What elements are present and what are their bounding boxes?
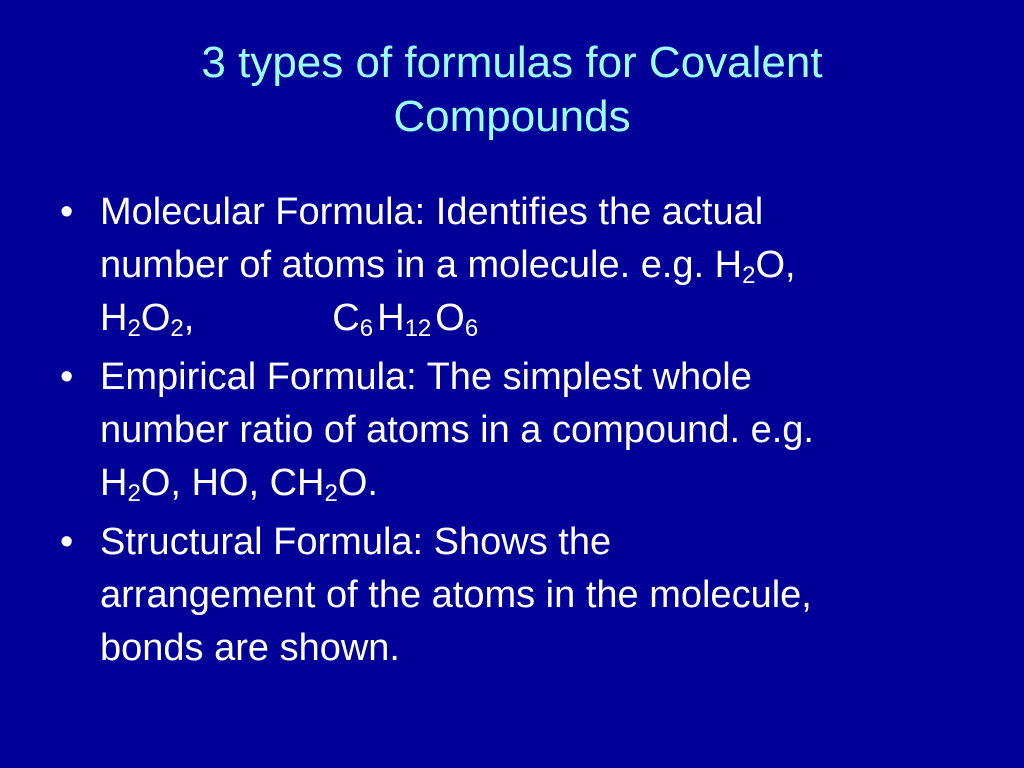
bullet-1-line-2-text: number of atoms in a molecule. e.g. H (100, 244, 743, 286)
bullet-2-line-1: Empirical Formula: The simplest whole (100, 356, 752, 398)
title-line-2: Compounds (393, 92, 631, 141)
subscript: 2 (324, 480, 338, 507)
subscript: 2 (127, 315, 141, 342)
bullet-1-line-1: Molecular Formula: Identifies the actual (100, 191, 764, 233)
slide-title (60, 36, 964, 144)
bullet-structural-formula (56, 516, 976, 675)
subscript: 6 (464, 315, 479, 342)
subscript: 2 (170, 315, 184, 342)
formula-o: O (140, 297, 171, 339)
bullet-3-line-1: Structural Formula: Shows the (100, 521, 612, 563)
formula-comma: , (183, 297, 195, 339)
subscript: 2 (127, 480, 141, 507)
formula-c: C (332, 297, 360, 339)
bullet-icon: • (60, 521, 74, 563)
bullet-2-line-2: number ratio of atoms in a compound. e.g. (100, 409, 814, 451)
bullet-icon: • (60, 356, 74, 398)
formula-h2: H (377, 297, 405, 339)
bullet-3-line-2: arrangement of the atoms in the molecule, (100, 574, 812, 616)
bullet-list (56, 186, 976, 681)
subscript: 12 (404, 315, 432, 342)
formula-o2: O (435, 297, 465, 339)
formula-mid: O, HO, CH (140, 462, 325, 504)
subscript: 6 (359, 315, 374, 342)
formula-h: H (100, 462, 128, 504)
bullet-1-line-2-end: O, (755, 244, 796, 286)
bullet-3-line-3: bonds are shown. (100, 627, 400, 669)
formula-h: H (100, 297, 128, 339)
bullet-icon: • (60, 191, 74, 233)
bullet-1-line-3 (100, 292, 976, 345)
subscript: 2 (742, 262, 756, 289)
bullet-molecular-formula (56, 186, 976, 345)
bullet-empirical-formula (56, 351, 976, 510)
bullet-2-line-3 (100, 457, 976, 510)
formula-end: O. (337, 462, 378, 504)
bullet-1-line-2 (100, 239, 976, 292)
title-line-1: 3 types of formulas for Covalent (201, 38, 823, 87)
